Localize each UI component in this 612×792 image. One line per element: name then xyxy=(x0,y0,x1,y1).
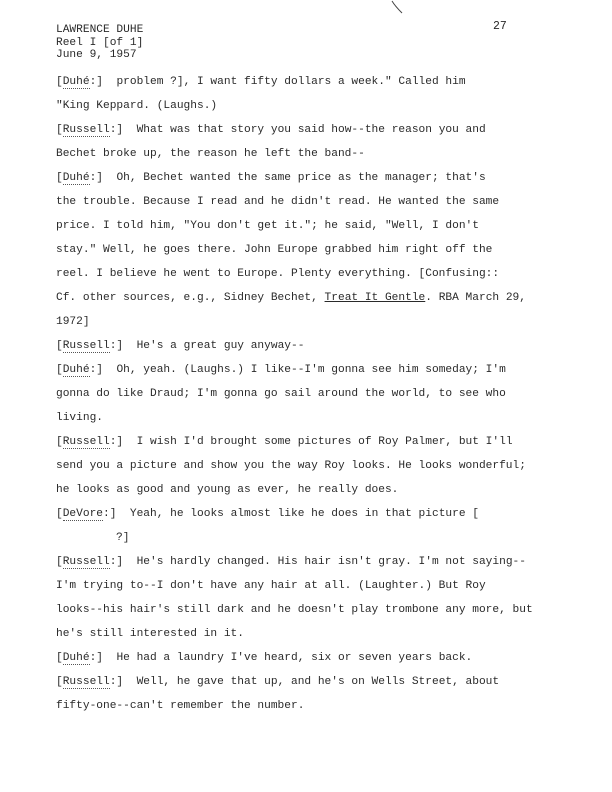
line-text: Oh, Bechet wanted the same price as the manager; that's xyxy=(116,172,486,184)
transcript-line: living. xyxy=(56,412,103,424)
speaker-label: Russell xyxy=(62,556,110,568)
speaker-label: Russell xyxy=(62,124,110,136)
transcript-line: ?] xyxy=(116,532,130,544)
transcript-line: stay." Well, he goes there. John Europe grabbed him right off the xyxy=(56,244,493,256)
transcript-line: Bechet broke up, the reason he left the band-- xyxy=(56,148,365,160)
book-title: Treat It Gentle xyxy=(324,292,426,304)
transcript-line: [Duhé:] He had a laundry I've heard, six or seven years back. xyxy=(56,652,473,664)
transcript-line: [Russell:] I wish I'd brought some pictures of Roy Palmer, but I'll xyxy=(56,436,513,448)
line-text: He had a laundry I've heard, six or seven years back. xyxy=(116,652,473,664)
line-text: He's a great guy anyway-- xyxy=(136,340,305,352)
transcript-line: [Russell:] He's hardly changed. His hair isn't gray. I'm not saying-- xyxy=(56,556,526,568)
speaker-label: DeVore xyxy=(62,508,104,520)
transcript-line: reel. I believe he went to Europe. Plenty everything. [Confusing:: xyxy=(56,268,500,280)
transcript-line: he's still interested in it. xyxy=(56,628,244,640)
line-text: . RBA March 29, xyxy=(425,292,526,304)
speaker-label: Duhé xyxy=(62,172,90,184)
transcript-line: gonna do like Draud; I'm gonna go sail around the world, to see who xyxy=(56,388,506,400)
speaker-label: Duhé xyxy=(62,652,90,664)
line-text: I wish I'd brought some pictures of Roy Palmer, but I'll xyxy=(136,436,513,448)
line-text: He's hardly changed. His hair isn't gray. I'm not saying-- xyxy=(136,556,526,568)
interview-date: June 9, 1957 xyxy=(56,49,137,62)
transcript-header xyxy=(56,24,143,62)
transcript-line: "King Keppard. (Laughs.) xyxy=(56,100,218,112)
page-number: 27 xyxy=(493,20,507,33)
speaker-label: Russell xyxy=(62,676,110,688)
transcript-line: [Russell:] He's a great guy anyway-- xyxy=(56,340,305,352)
line-text: problem ?], I want fifty dollars a week." Called him xyxy=(116,76,466,88)
transcript-line: I'm trying to--I don't have any hair at all. (Laughter.) But Roy xyxy=(56,580,486,592)
line-text: Oh, yeah. (Laughs.) I like--I'm gonna see him someday; I'm xyxy=(116,364,506,376)
transcript-line xyxy=(56,290,581,314)
transcript-line: [Duhé:] Oh, yeah. (Laughs.) I like--I'm gonna see him someday; I'm xyxy=(56,364,506,376)
pen-mark xyxy=(391,0,403,14)
transcript-line: [Duhé:] Oh, Bechet wanted the same price as the manager; that's xyxy=(56,172,486,184)
line-text: Yeah, he looks almost like he does in that picture [ xyxy=(129,508,479,520)
reel-label: Reel I [of 1] xyxy=(56,36,144,49)
transcript-line: [Duhé:] problem ?], I want fifty dollars a week." Called him xyxy=(56,76,466,88)
transcript-line: he looks as good and young as ever, he really does. xyxy=(56,484,399,496)
line-text: Cf. other sources, e.g., Sidney Bechet, xyxy=(56,292,325,304)
line-text: What was that story you said how--the reason you and xyxy=(136,124,486,136)
transcript-line: price. I told him, "You don't get it."; he said, "Well, I don't xyxy=(56,220,479,232)
line-text: Well, he gave that up, and he's on Wells Street, about xyxy=(136,676,500,688)
transcript-line: [Russell:] What was that story you said how--the reason you and xyxy=(56,124,486,136)
speaker-label: Russell xyxy=(62,436,110,448)
speaker-label: Duhé xyxy=(62,76,90,88)
transcript-line: 1972] xyxy=(56,316,90,328)
transcript-body xyxy=(56,74,581,722)
transcript-line: looks--his hair's still dark and he doesn't play trombone any more, but xyxy=(56,604,533,616)
transcript-line: [DeVore:] Yeah, he looks almost like he does in that picture [ xyxy=(56,508,479,520)
transcript-line: send you a picture and show you the way Roy looks. He looks wonderful; xyxy=(56,460,526,472)
transcript-line: the trouble. Because I read and he didn't read. He wanted the same xyxy=(56,196,500,208)
speaker-label: Duhé xyxy=(62,364,90,376)
speaker-label: Russell xyxy=(62,340,110,352)
interviewee-name: LAWRENCE DUHE xyxy=(56,24,144,36)
transcript-line: [Russell:] Well, he gave that up, and he's on Wells Street, about xyxy=(56,676,500,688)
transcript-line: fifty-one--can't remember the number. xyxy=(56,700,305,712)
